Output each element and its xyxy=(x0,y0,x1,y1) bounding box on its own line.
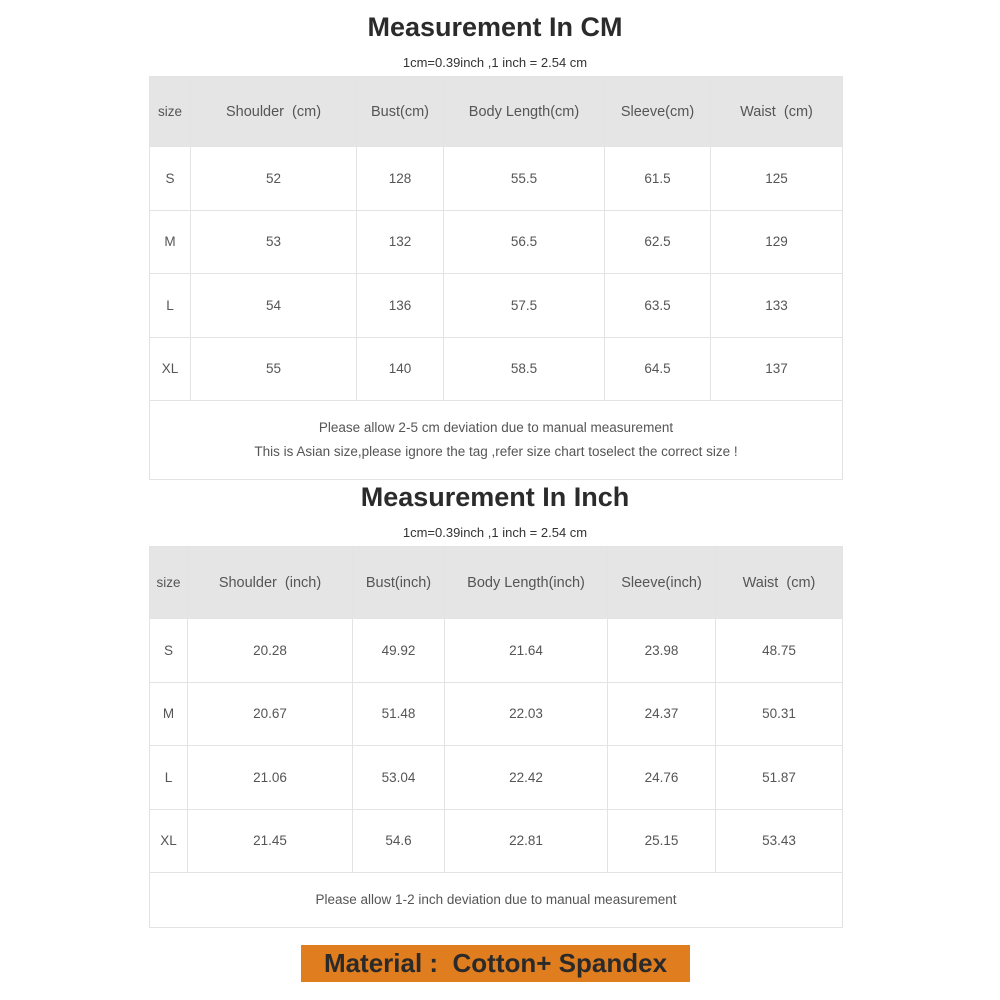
cell-waist: 133 xyxy=(711,274,843,338)
cell-sleeve: 62.5 xyxy=(605,210,711,274)
cell-size: M xyxy=(150,210,191,274)
deviation-note: Please allow 1-2 inch deviation due to manual measurement xyxy=(150,873,843,928)
cell-bust: 49.92 xyxy=(353,619,445,683)
cell-size: L xyxy=(150,274,191,338)
cell-shoulder: 21.06 xyxy=(188,746,353,810)
table-row xyxy=(150,809,843,873)
cell-size: XL xyxy=(150,337,191,401)
deviation-note-row xyxy=(150,401,843,480)
header-size: size xyxy=(150,547,188,619)
cell-waist: 51.87 xyxy=(716,746,843,810)
material-banner: Material : Cotton+ Spandex xyxy=(301,945,690,982)
table-header-row xyxy=(150,547,843,619)
cell-shoulder: 52 xyxy=(191,147,357,211)
table-row xyxy=(150,274,843,338)
cell-bust: 54.6 xyxy=(353,809,445,873)
table-header-row xyxy=(150,77,843,147)
cell-shoulder: 55 xyxy=(191,337,357,401)
header-body-length: Body Length(inch) xyxy=(445,547,608,619)
cell-shoulder: 20.28 xyxy=(188,619,353,683)
cell-waist: 129 xyxy=(711,210,843,274)
header-size: size xyxy=(150,77,191,147)
cell-sleeve: 24.37 xyxy=(608,682,716,746)
cell-shoulder: 20.67 xyxy=(188,682,353,746)
deviation-note-row xyxy=(150,873,843,928)
cell-sleeve: 24.76 xyxy=(608,746,716,810)
cell-bust: 136 xyxy=(357,274,444,338)
cell-body-length: 22.81 xyxy=(445,809,608,873)
inch-size-table xyxy=(149,546,843,928)
header-bust: Bust(inch) xyxy=(353,547,445,619)
cell-sleeve: 63.5 xyxy=(605,274,711,338)
table-row xyxy=(150,210,843,274)
table-row xyxy=(150,682,843,746)
cell-waist: 125 xyxy=(711,147,843,211)
cm-size-table xyxy=(149,76,843,480)
header-body-length: Body Length(cm) xyxy=(444,77,605,147)
table-row xyxy=(150,746,843,810)
deviation-note xyxy=(150,401,843,480)
cm-conversion-subtitle: 1cm=0.39inch ,1 inch = 2.54 cm xyxy=(402,55,588,70)
deviation-note-line: Please allow 2-5 cm deviation due to manual measurement xyxy=(318,420,674,435)
cell-bust: 132 xyxy=(357,210,444,274)
cell-body-length: 55.5 xyxy=(444,147,605,211)
cell-body-length: 57.5 xyxy=(444,274,605,338)
header-sleeve: Sleeve(inch) xyxy=(608,547,716,619)
cell-sleeve: 61.5 xyxy=(605,147,711,211)
cell-body-length: 22.03 xyxy=(445,682,608,746)
cell-bust: 51.48 xyxy=(353,682,445,746)
table-row xyxy=(150,337,843,401)
cell-size: XL xyxy=(150,809,188,873)
cell-size: S xyxy=(150,147,191,211)
table-row xyxy=(150,619,843,683)
cell-bust: 140 xyxy=(357,337,444,401)
cell-shoulder: 54 xyxy=(191,274,357,338)
cell-waist: 53.43 xyxy=(716,809,843,873)
asian-size-note-line: This is Asian size,please ignore the tag ,refer size chart toselect the correct size ! xyxy=(254,444,738,459)
cell-body-length: 58.5 xyxy=(444,337,605,401)
cell-sleeve: 64.5 xyxy=(605,337,711,401)
cell-size: M xyxy=(150,682,188,746)
header-sleeve: Sleeve(cm) xyxy=(605,77,711,147)
cell-body-length: 56.5 xyxy=(444,210,605,274)
cell-body-length: 22.42 xyxy=(445,746,608,810)
header-waist: Waist (cm) xyxy=(711,77,843,147)
cell-sleeve: 25.15 xyxy=(608,809,716,873)
inch-section-title: Measurement In Inch xyxy=(360,482,630,512)
header-bust: Bust(cm) xyxy=(357,77,444,147)
header-shoulder: Shoulder (inch) xyxy=(188,547,353,619)
cell-shoulder: 21.45 xyxy=(188,809,353,873)
header-shoulder: Shoulder (cm) xyxy=(191,77,357,147)
cell-waist: 48.75 xyxy=(716,619,843,683)
cell-size: S xyxy=(150,619,188,683)
cell-size: L xyxy=(150,746,188,810)
cell-body-length: 21.64 xyxy=(445,619,608,683)
cell-waist: 50.31 xyxy=(716,682,843,746)
cell-bust: 53.04 xyxy=(353,746,445,810)
cell-sleeve: 23.98 xyxy=(608,619,716,683)
cm-section-title: Measurement In CM xyxy=(367,12,623,42)
cell-waist: 137 xyxy=(711,337,843,401)
table-row xyxy=(150,147,843,211)
cell-bust: 128 xyxy=(357,147,444,211)
inch-conversion-subtitle: 1cm=0.39inch ,1 inch = 2.54 cm xyxy=(402,525,588,540)
header-waist: Waist (cm) xyxy=(716,547,843,619)
cell-shoulder: 53 xyxy=(191,210,357,274)
